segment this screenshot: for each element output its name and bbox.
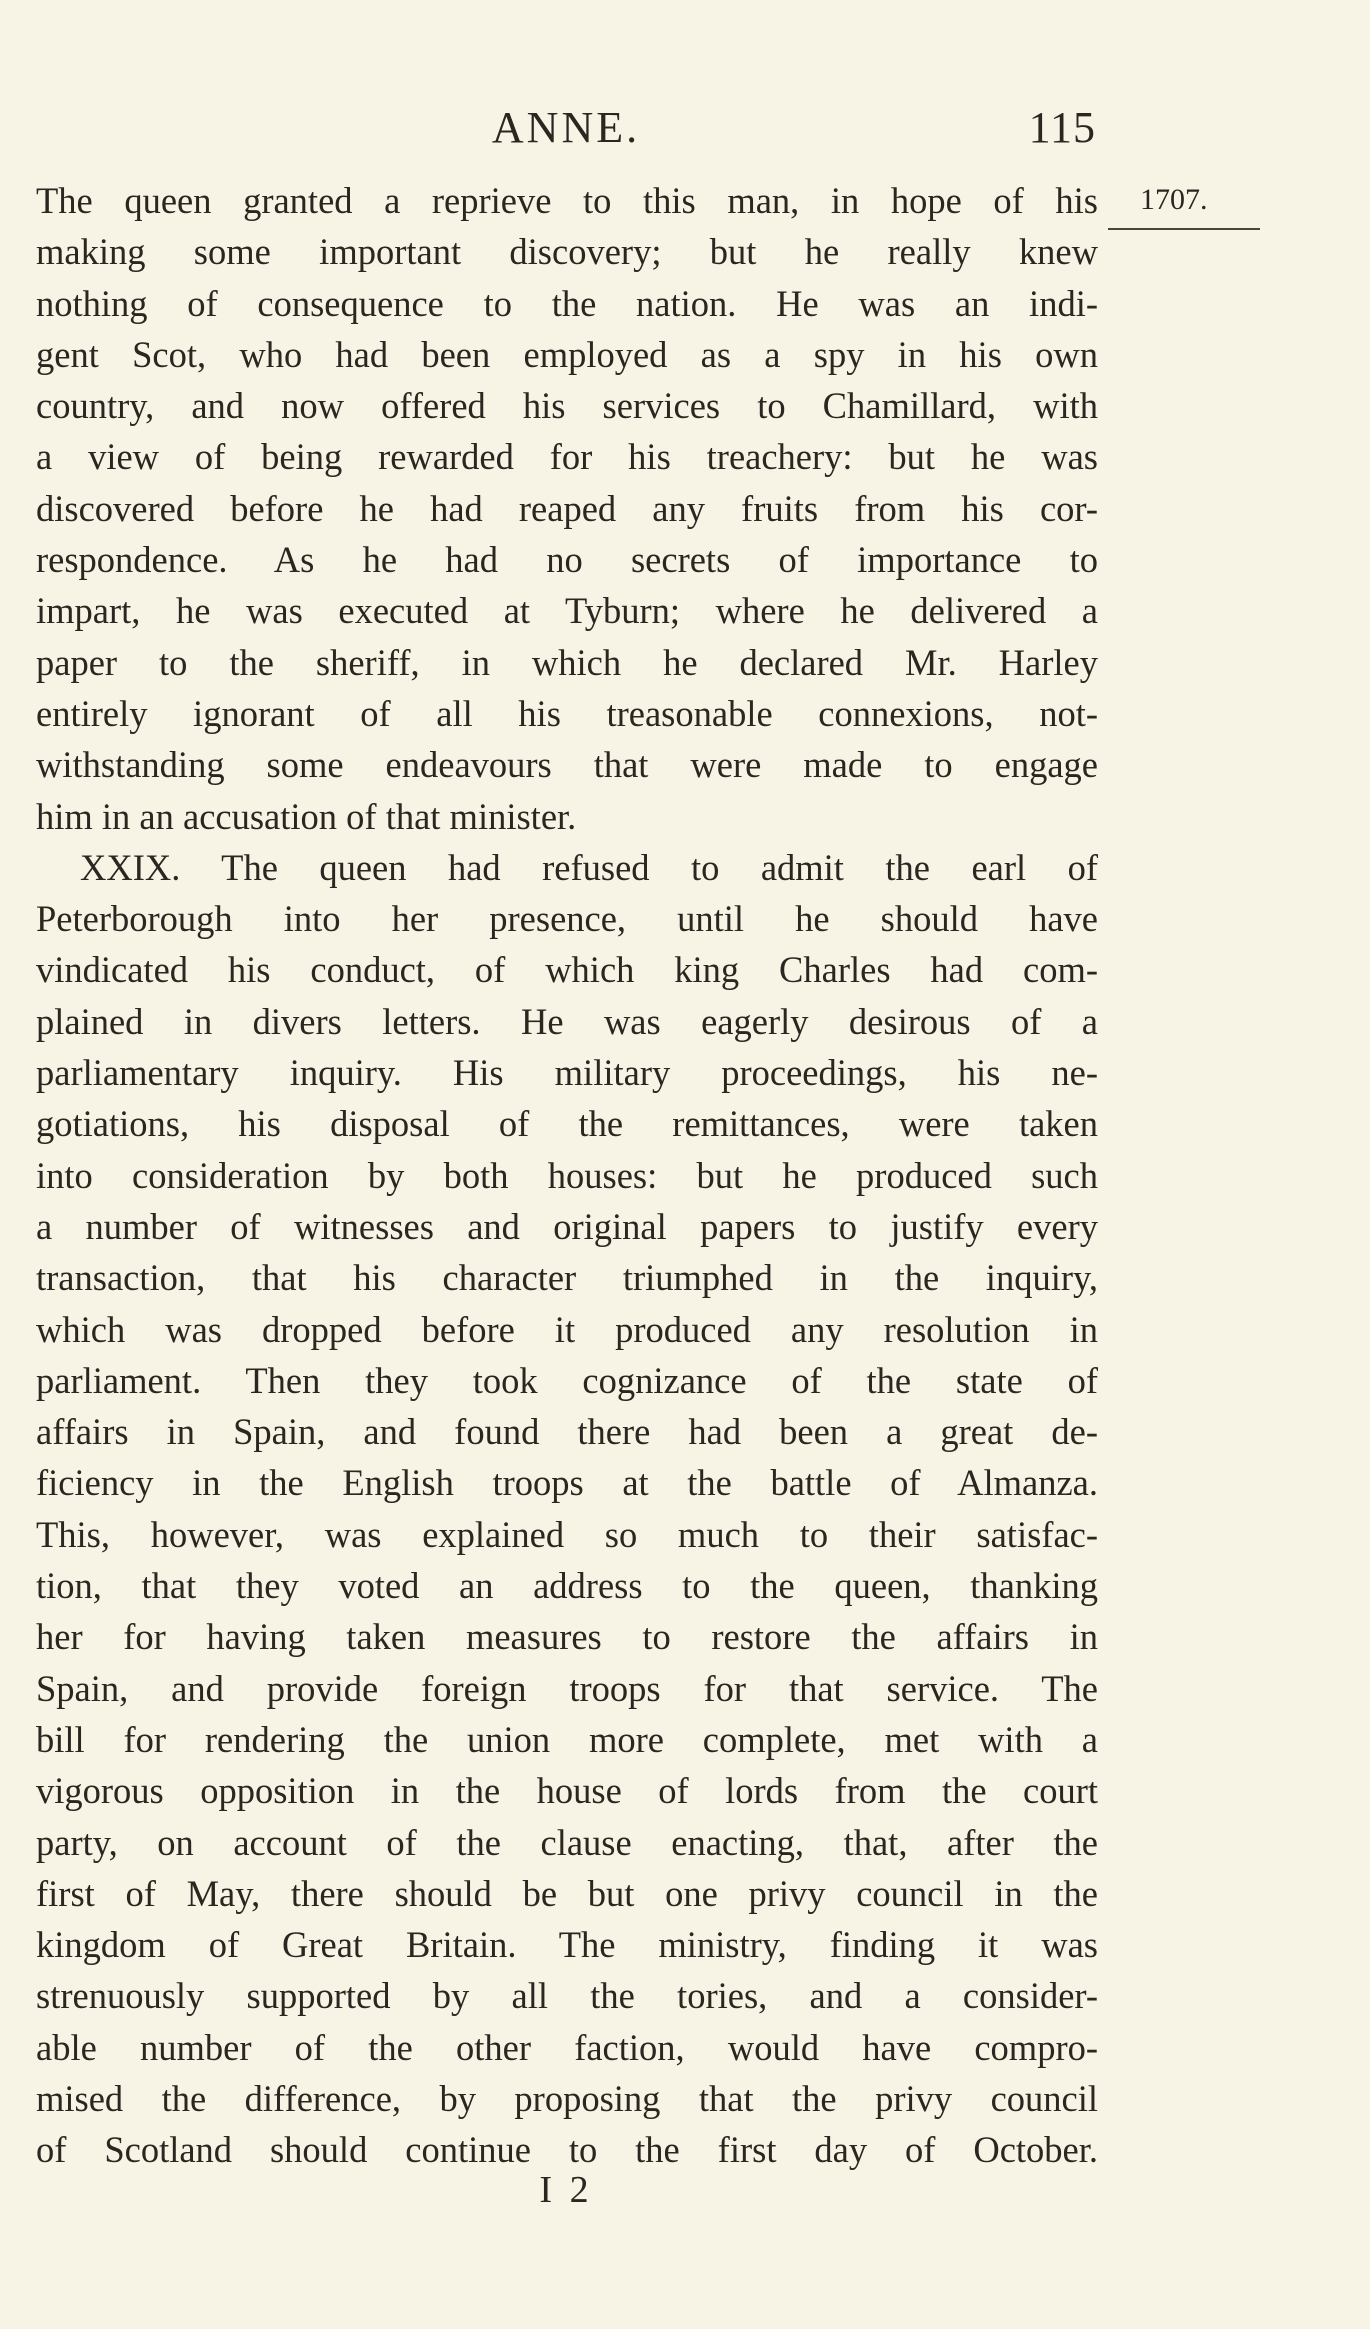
text-line: able number of the other faction, would have compro- (36, 2026, 1098, 2068)
text-line: mised the difference, by proposing that the privy council (36, 2077, 1098, 2119)
text-line: gent Scot, who had been employed as a spy in his own (36, 333, 1098, 375)
text-line: Spain, and provide foreign troops for that service. The (36, 1667, 1098, 1709)
text-line: parliamentary inquiry. His military proceedings, his ne- (36, 1052, 1098, 1094)
text-line: making some important discovery; but he really knew (36, 231, 1098, 273)
margin-rule (1108, 228, 1260, 230)
text-line: tion, that they voted an address to the queen, thanking (36, 1565, 1098, 1607)
text-line: entirely ignorant of all his treasonable connexions, not- (36, 692, 1098, 734)
text-line: nothing of consequence to the nation. He was an indi- (36, 282, 1098, 324)
text-line: vindicated his conduct, of which king Charles had com- (36, 949, 1098, 991)
text-line: strenuously supported by all the tories, and a consider- (36, 1975, 1098, 2017)
text-line: party, on account of the clause enacting, that, after the (36, 1821, 1098, 1863)
text-line: plained in divers letters. He was eagerly desirous of a (36, 1000, 1098, 1042)
text-line: a view of being rewarded for his treachery: but he was (36, 436, 1098, 478)
text-line: withstanding some endeavours that were made to engage (36, 744, 1098, 786)
text-line: a number of witnesses and original papers to justify every (36, 1205, 1098, 1247)
page-number: 115 (1028, 103, 1096, 152)
text-line: country, and now offered his services to Chamillard, with (36, 385, 1098, 427)
text-line: parliament. Then they took cognizance of the state of (36, 1359, 1098, 1401)
text-line: paper to the sheriff, in which he declared Mr. Harley (36, 641, 1098, 683)
text-line: transaction, that his character triumphed in the inquiry, (36, 1257, 1098, 1299)
text-line: of Scotland should continue to the first day of October. (36, 2129, 1098, 2171)
text-line: him in an accusation of that minister. (36, 795, 577, 837)
body-text (36, 175, 1098, 2176)
text-line: bill for rendering the union more complete, met with a (36, 1718, 1098, 1760)
text-line: which was dropped before it produced any resolution in (36, 1308, 1098, 1350)
text-line: vigorous opposition in the house of lords from the court (36, 1770, 1098, 1812)
text-line: first of May, there should be but one privy council in the (36, 1872, 1098, 1914)
margin-year-note: 1707. (1140, 183, 1208, 216)
text-line: gotiations, his disposal of the remittances, were taken (36, 1103, 1098, 1145)
text-line: into consideration by both houses: but he produced such (36, 1154, 1098, 1196)
text-line: impart, he was executed at Tyburn; where he delivered a (36, 590, 1098, 632)
text-line: respondence. As he had no secrets of importance to (36, 539, 1098, 581)
text-line: kingdom of Great Britain. The ministry, finding it was (36, 1924, 1098, 1966)
running-head (36, 98, 1096, 158)
running-title: ANNE. (491, 103, 641, 152)
text-line: her for having taken measures to restore the affairs in (36, 1616, 1098, 1658)
section-heading-line: XXIX. The queen had refused to admit the earl of (80, 846, 1098, 888)
text-line: ficiency in the English troops at the battle of Almanza. (36, 1462, 1098, 1504)
signature-mark: I 2 (539, 2169, 593, 2211)
text-line: The queen granted a reprieve to this man, in hope of his (36, 180, 1098, 221)
text-line: affairs in Spain, and found there had been a great de- (36, 1411, 1098, 1453)
text-line: discovered before he had reaped any fruits from his cor- (36, 487, 1098, 529)
text-line: Peterborough into her presence, until he should have (36, 898, 1098, 940)
text-line: This, however, was explained so much to their satisfac- (36, 1513, 1098, 1555)
